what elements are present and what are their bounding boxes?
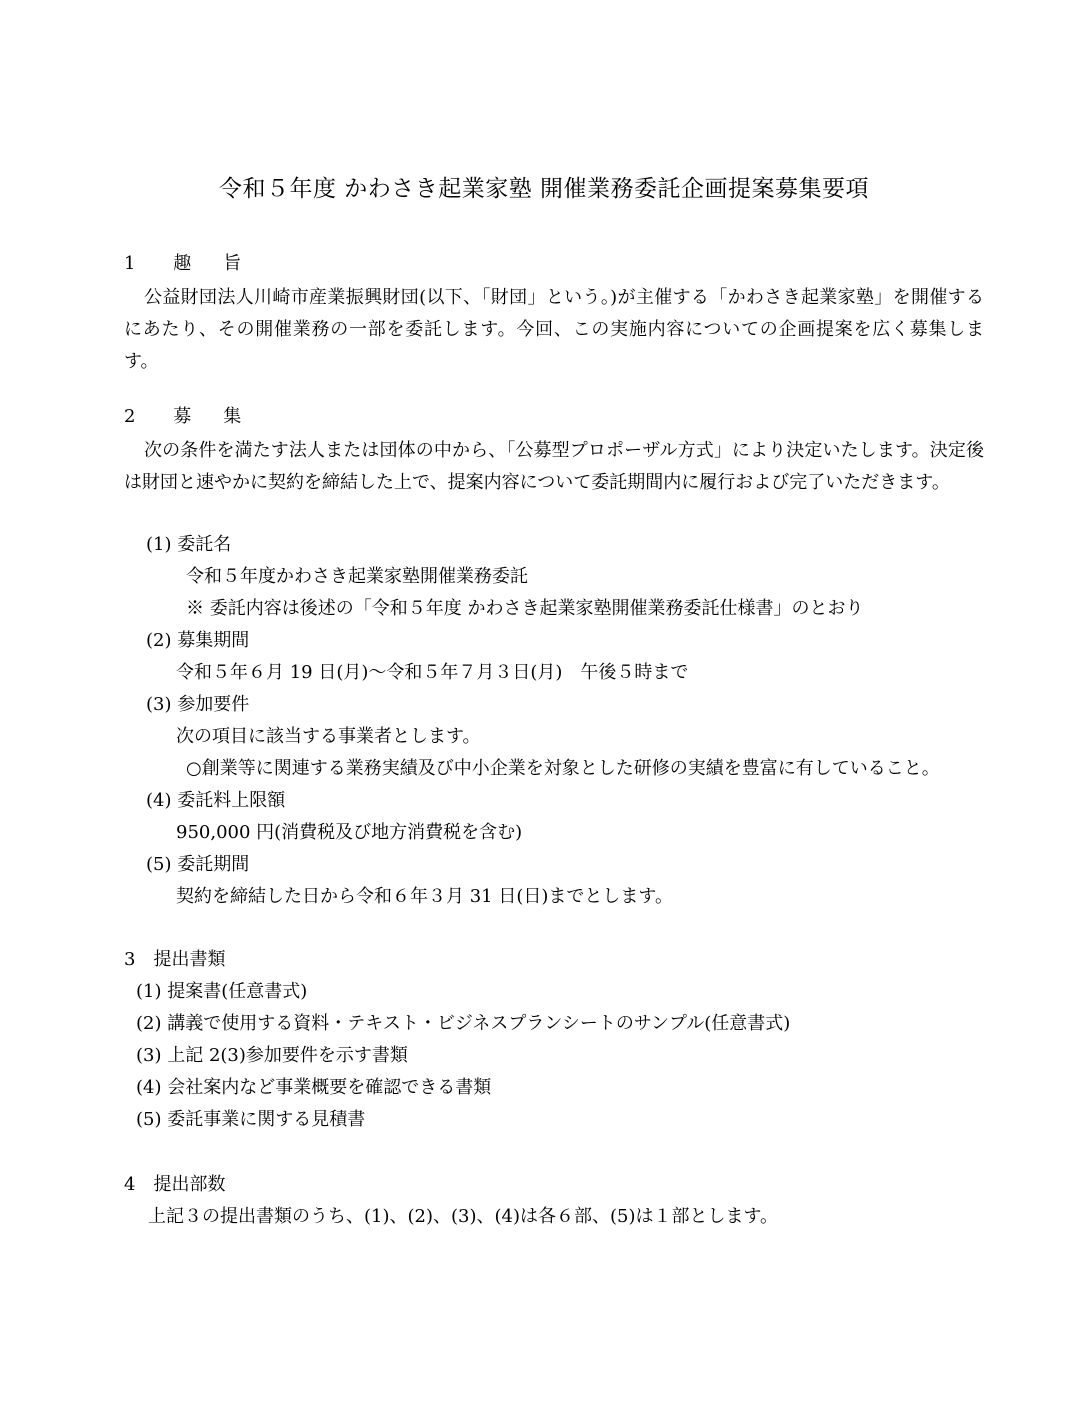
section-3-item-5: (5) 委託事業に関する見積書 xyxy=(136,1109,366,1130)
item-1-text: 令和５年度かわさき起業家塾開催業務委託 xyxy=(186,566,528,587)
item-4-text: 950,000 円(消費税及び地方消費税を含む) xyxy=(176,822,523,843)
section-1-heading-char-b: 旨 xyxy=(223,253,242,274)
item-3-label: (3) 参加要件 xyxy=(146,694,250,715)
item-5-label: (5) 委託期間 xyxy=(146,854,250,875)
section-2-number: 2 xyxy=(124,406,136,427)
section-2-heading-char-b: 集 xyxy=(223,406,242,427)
item-5-text: 契約を締結した日から令和６年３月 31 日(日)までとします。 xyxy=(176,886,673,907)
document-title: 令和５年度 かわさき起業家塾 開催業務委託企画提案募集要項 xyxy=(218,176,870,202)
item-2-label: (2) 募集期間 xyxy=(146,630,250,651)
section-3-item-3: (3) 上記 2(3)参加要件を示す書類 xyxy=(136,1045,408,1066)
item-2-text: 令和５年６月 19 日(月)～令和５年７月３日(月) 午後５時まで xyxy=(176,662,689,683)
section-4-body: 上記３の提出書類のうち、(1)、(2)、(3)、(4)は各６部、(5)は１部とします。 xyxy=(148,1206,779,1227)
section-3-heading: 3 提出書類 xyxy=(124,949,226,970)
section-3-item-4: (4) 会社案内など事業概要を確認できる書類 xyxy=(136,1077,492,1098)
item-3-text: 次の項目に該当する事業者とします。 xyxy=(176,726,481,747)
section-1-body: 公益財団法人川崎市産業振興財団(以下、「財団」という。)が主催する「かわさき起業家塾」を開催するにあたり、その開催業務の一部を委託します。今回、この実施内容についての企画提案を広く募集します。 xyxy=(124,287,984,372)
section-2-body: 次の条件を満たす法人または団体の中から、「公募型プロポーザル方式」により決定いたします。決定後は財団と速やかに契約を締結した上で、提案内容について委託期間内に履行および完了いただきます。 xyxy=(124,440,984,493)
section-1-number: 1 xyxy=(124,253,136,274)
section-3-item-2: (2) 講義で使用する資料・テキスト・ビジネスプランシートのサンプル(任意書式) xyxy=(136,1013,791,1034)
item-1-label: (1) 委託名 xyxy=(146,534,232,555)
item-3-note: ○創業等に関連する業務実績及び中小企業を対象とした研修の実績を豊富に有していること。 xyxy=(186,758,940,779)
section-4-heading: 4 提出部数 xyxy=(124,1174,226,1195)
section-3-item-1: (1) 提案書(任意書式) xyxy=(136,981,308,1002)
section-2-heading-char-a: 募 xyxy=(173,406,192,427)
section-1-heading xyxy=(124,252,241,276)
section-1-heading-char-a: 趣 xyxy=(173,253,192,274)
item-4-label: (4) 委託料上限額 xyxy=(146,790,286,811)
section-2-heading xyxy=(124,405,241,429)
item-1-note: ※ 委託内容は後述の「令和５年度 かわさき起業家塾開催業務委託仕様書」のとおり xyxy=(186,598,864,619)
